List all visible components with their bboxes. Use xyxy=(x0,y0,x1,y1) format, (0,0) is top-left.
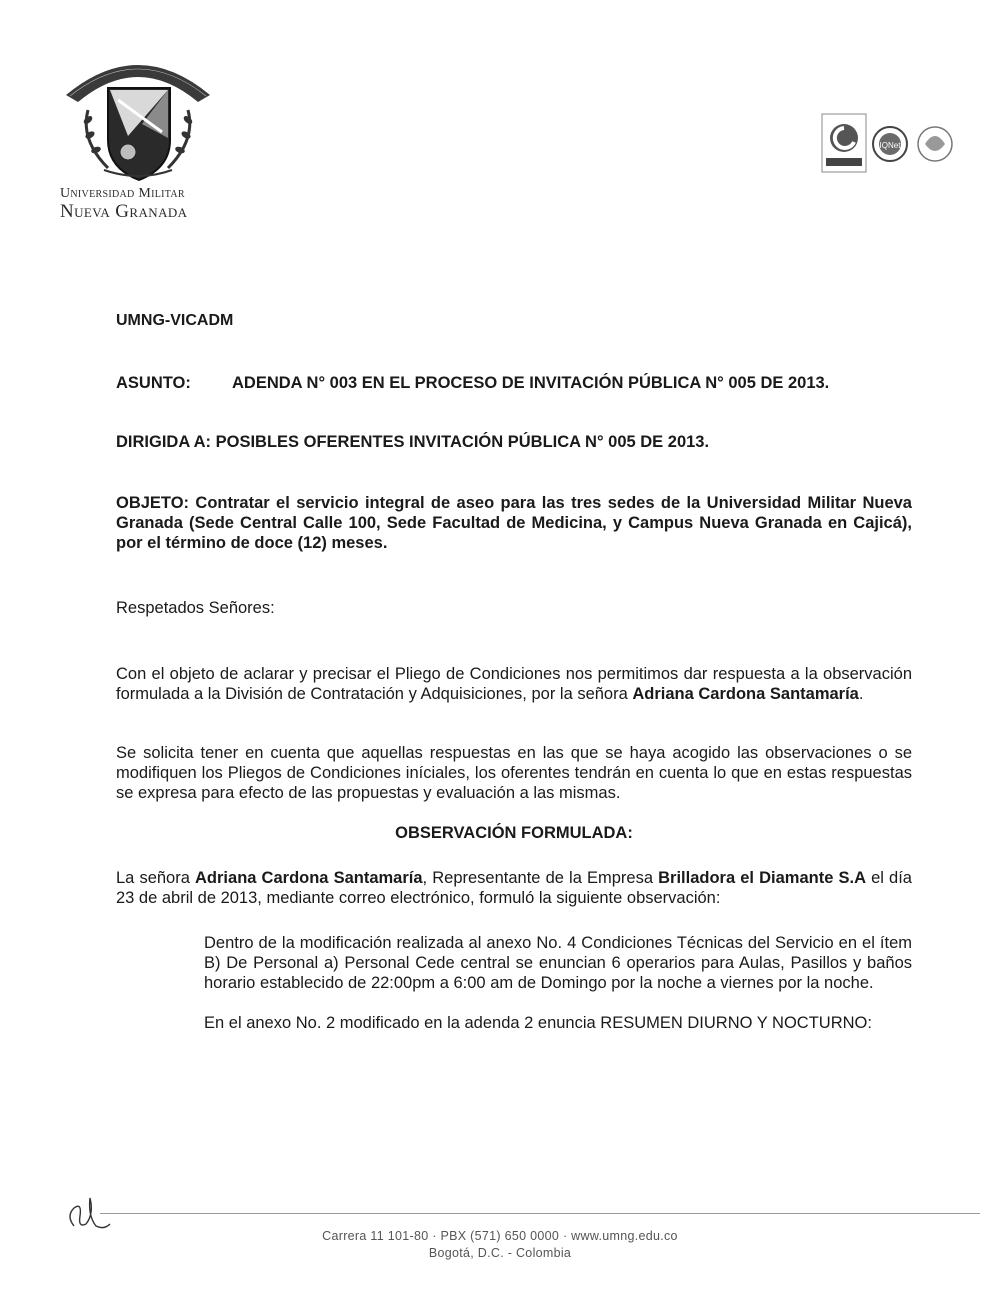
university-name-line1: Universidad Militar xyxy=(60,186,185,201)
company-name: Brilladora el Diamante S.A xyxy=(658,869,866,887)
footer-address: Carrera 11 101-80 · PBX (571) 650 0000 · www.umng.edu.co xyxy=(322,1229,678,1243)
quoted-observation-1: Dentro de la modificación realizada al anexo No. 4 Condiciones Técnicas del Servicio en el ítem B) De Personal a) Personal Cede central se enuncian 6 operarios para Aulas, Pasillos y baños horario establecido de 22:00pm a 6:00 am de Domingo por la noche a viernes por la noche. xyxy=(204,934,912,992)
paragraph-observation-intro xyxy=(116,868,912,908)
object-paragraph: OBJETO: Contratar el servicio integral de aseo para las tres sedes de la Universidad Militar Nueva Granada (Sede Central Calle 100, Sede Facultad de Medicina, y Campus Nueva Granada en Cajicá), por el término de doce (12) meses. xyxy=(116,494,912,552)
crest-icon xyxy=(58,40,218,185)
paragraph-intro xyxy=(116,664,912,704)
p3-text-a: La señora xyxy=(116,869,196,887)
certification-icon xyxy=(820,108,970,178)
reference-code: UMNG-VICADM xyxy=(116,312,234,329)
greeting: Respetados Señores: xyxy=(116,599,275,617)
paragraph-intro-text: Con el objeto de aclarar y precisar el Pliego de Condiciones nos permitimos dar respuesta a la observación formulada a la División de Contratación y Adquisiciones, por la señora xyxy=(116,665,912,703)
svg-text:IQNet: IQNet xyxy=(879,141,901,150)
section-title: OBSERVACIÓN FORMULADA: xyxy=(395,824,633,842)
university-crest-logo xyxy=(58,40,218,185)
p3-text-c: el día 23 de abril de 2013, mediante correo electrónico, formuló la siguiente observación: xyxy=(116,869,912,907)
subject-label: ASUNTO: xyxy=(116,374,191,392)
requester-name: Adriana Cardona Santamaría xyxy=(632,685,859,703)
paragraph-intro-end: . xyxy=(858,685,864,703)
footer-divider xyxy=(100,1213,980,1214)
paragraph-notice: Se solicita tener en cuenta que aquellas respuestas en las que se haya acogido las observaciones o se modifiquen los Pliegos de Condiciones iníciales, los oferentes tendrán en cuenta lo que en estas respuestas se expresa para efecto de las propuestas y evaluación a las mismas. xyxy=(116,744,912,802)
university-name-line2: Nueva Granada xyxy=(60,201,188,222)
observer-name: Adriana Cardona Santamaría xyxy=(195,869,423,887)
quoted-observation-2: En el anexo No. 2 modificado en la adenda 2 enuncia RESUMEN DIURNO Y NOCTURNO: xyxy=(204,1014,872,1032)
footer-city: Bogotá, D.C. - Colombia xyxy=(428,1246,572,1260)
certification-seals xyxy=(820,108,970,178)
p3-text-b: , Representante de la Empresa xyxy=(422,869,659,887)
addressee-line: DIRIGIDA A: POSIBLES OFERENTES INVITACIÓN PÚBLICA N° 005 DE 2013. xyxy=(116,433,710,451)
subject-text: ADENDA N° 003 EN EL PROCESO DE INVITACIÓN PÚBLICA N° 005 DE 2013. xyxy=(232,374,830,392)
subject-line xyxy=(116,373,912,393)
